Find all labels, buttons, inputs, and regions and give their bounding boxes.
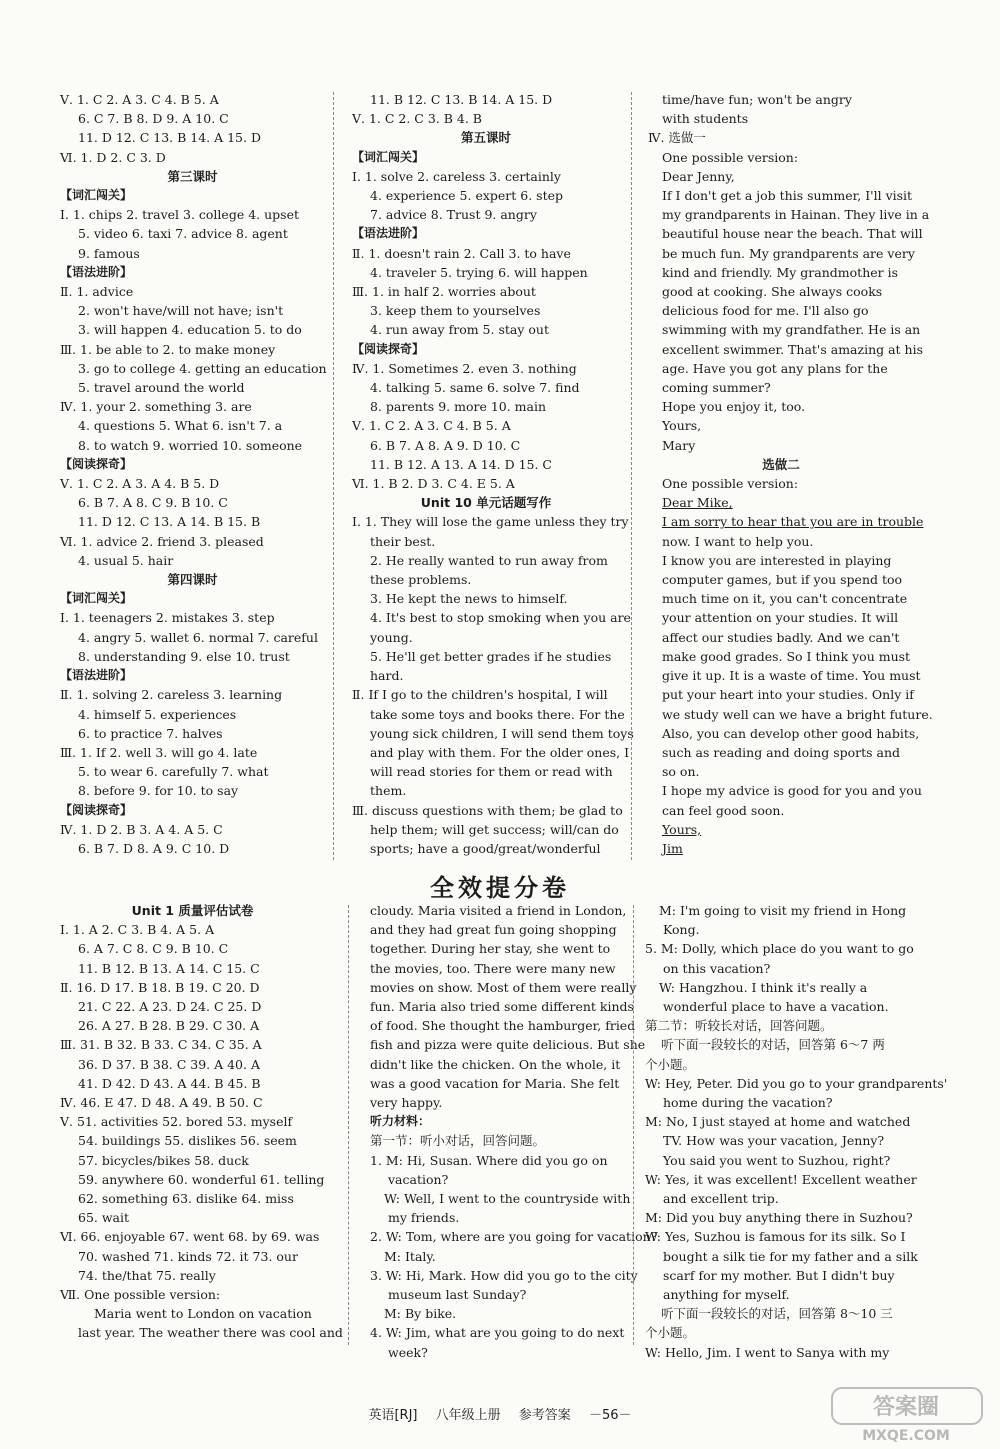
column-3	[648, 90, 933, 858]
text-line: young.	[370, 629, 413, 645]
text-line: 59. anywhere 60. wonderful 61. telling	[78, 1171, 325, 1187]
column-6	[645, 901, 948, 1362]
section-label: 【语法进阶】	[60, 264, 133, 279]
text-line: Ⅴ. 1. C 2. C 3. B 4. B	[352, 111, 482, 127]
text-line: Also, you can develop other good habits,	[662, 725, 920, 741]
text-line: 4. usual 5. hair	[78, 552, 174, 568]
text-line: Dear Mike,	[662, 495, 733, 511]
text-line: Ⅳ. 1. your 2. something 3. are	[60, 399, 252, 415]
text-line: Ⅲ. 1. If 2. well 3. will go 4. late	[60, 744, 258, 760]
text-line: their best.	[370, 533, 436, 549]
text-line: 36. D 37. B 38. C 39. A 40. A	[78, 1056, 260, 1072]
text-line: 8. understanding 9. else 10. trust	[78, 648, 290, 664]
section-label: 【语法进阶】	[352, 226, 425, 241]
text-line: 6. B 7. A 8. C 9. B 10. C	[78, 495, 228, 511]
text-line: home during the vacation?	[663, 1095, 833, 1111]
text-line: fun. Maria also tried some different kinds	[370, 999, 634, 1015]
text-line: 11. D 12. C 13. B 14. A 15. D	[78, 130, 261, 146]
text-line: was a good vacation for Maria. She felt	[370, 1075, 620, 1091]
text-line: 11. B 12. B 13. A 14. C 15. C	[78, 960, 260, 976]
text-line: so on.	[662, 764, 700, 780]
text-line: 3. He kept the news to himself.	[370, 591, 568, 607]
column-divider	[333, 92, 334, 860]
text-line: 4. W: Jim, what are you going to do next	[370, 1325, 625, 1341]
text-line: 听下面一段较长的对话，回答第 6～7 两	[661, 1037, 885, 1053]
text-line: Ⅴ. 1. C 2. A 3. A 4. B 5. D	[60, 476, 220, 492]
text-line: 5. travel around the world	[78, 380, 245, 396]
text-line: 4. experience 5. expert 6. step	[370, 188, 563, 204]
column-divider	[633, 905, 634, 1345]
text-line: 1. M: Hi, Susan. Where did you go on	[370, 1152, 608, 1168]
text-line: Ⅳ. 1. D 2. B 3. A 4. A 5. C	[60, 821, 223, 837]
text-line: didn't like the chicken. On the whole, it	[370, 1056, 621, 1072]
text-line: M: I'm going to visit my friend in Hong	[659, 903, 907, 918]
text-line: Ⅵ. 1. advice 2. friend 3. pleased	[60, 533, 264, 549]
text-line: 第二节：听较长对话，回答问题。	[645, 1018, 833, 1034]
column-1	[60, 90, 325, 858]
text-line: I know you are interested in playing	[662, 552, 892, 568]
text-line: Yours,	[662, 821, 702, 837]
text-line: 2. won't have/will not have; isn't	[78, 303, 284, 319]
text-line: last year. The weather there was cool and	[78, 1325, 343, 1341]
section-label: 【阅读探奇】	[60, 802, 133, 817]
text-line: 8. before 9. for 10. to say	[78, 783, 239, 799]
section-heading: 选做二	[762, 456, 800, 472]
text-line: 62. something 63. dislike 64. miss	[78, 1191, 294, 1207]
text-line: time/have fun; won't be angry	[662, 92, 852, 107]
text-line: I hope my advice is good for you and you	[662, 783, 922, 799]
text-line: 65. wait	[78, 1210, 130, 1226]
text-line: Ⅶ. One possible version:	[60, 1287, 221, 1303]
text-line: vacation?	[388, 1171, 449, 1187]
text-line: 4. talking 5. same 6. solve 7. find	[370, 380, 580, 396]
text-line: the movies, too. There were many new	[370, 960, 616, 976]
text-line: 3. will happen 4. education 5. to do	[78, 322, 302, 338]
text-line: hard.	[370, 668, 404, 684]
text-line: we study well can we have a bright future.	[662, 706, 933, 722]
text-line: 2. He really wanted to run away from	[370, 552, 608, 568]
text-line: 3. W: Hi, Mark. How did you go to the city	[370, 1267, 638, 1283]
text-line: Ⅱ. 16. D 17. B 18. B 19. C 20. D	[60, 979, 260, 995]
text-line: 个小题。	[645, 1056, 696, 1072]
text-line: Ⅲ. discuss questions with them; be glad to	[352, 802, 623, 818]
text-line: with students	[662, 111, 749, 127]
text-line: M: By bike.	[384, 1306, 457, 1322]
text-line: 54. buildings 55. dislikes 56. seem	[78, 1133, 297, 1149]
text-line: anything for myself.	[663, 1287, 790, 1303]
text-line: museum last Sunday?	[388, 1287, 527, 1303]
column-divider	[348, 905, 349, 1345]
text-line: 4. It's best to stop smoking when you are	[370, 610, 631, 626]
text-line: delicious food for me. I'll also go	[662, 303, 869, 319]
section-label: 【词汇闯关】	[352, 149, 425, 164]
footer-label: 参考答案	[518, 1408, 571, 1423]
text-line: M: Did you buy anything there in Suzhou?	[645, 1210, 913, 1226]
text-line: will read stories for them or read with	[370, 764, 613, 780]
text-line: Ⅳ. 选做一	[648, 130, 706, 146]
text-line: your attention on your studies. It will	[662, 610, 899, 626]
text-line: week?	[388, 1344, 428, 1360]
text-line: 8. to watch 9. worried 10. someone	[78, 437, 303, 453]
text-line: Mary	[662, 437, 696, 453]
footer-subject: 英语[RJ]	[368, 1408, 418, 1423]
text-line: 6. B 7. A 8. A 9. D 10. C	[370, 437, 521, 453]
text-line: Ⅱ. 1. doesn't rain 2. Call 3. to have	[352, 245, 571, 261]
text-line: make good grades. So I think you must	[662, 648, 911, 664]
text-line: give it up. It is a waste of time. You must	[662, 668, 921, 684]
text-line: affect our studies badly. And we can't	[662, 629, 900, 645]
text-line: bought a silk tie for my father and a silk	[663, 1248, 918, 1264]
text-line: Ⅵ. 66. enjoyable 67. went 68. by 69. was	[60, 1229, 320, 1245]
text-line: 70. washed 71. kinds 72. it 73. our	[78, 1248, 298, 1264]
text-line: sports; have a good/great/wonderful	[370, 840, 601, 856]
text-line: 57. bicycles/bikes 58. duck	[78, 1152, 249, 1168]
text-line: much time on it, you can't concentrate	[662, 591, 908, 607]
text-line: 6. B 7. D 8. A 9. C 10. D	[78, 840, 230, 856]
text-line: W: Hangzhou. I think it's really a	[659, 979, 868, 995]
section-label: 【阅读探奇】	[60, 456, 133, 471]
footer-page-number: －56－	[588, 1408, 632, 1423]
text-line: 4. himself 5. experiences	[78, 706, 237, 722]
text-line: Maria went to London on vacation	[94, 1306, 312, 1322]
text-line: kind and friendly. My grandmother is	[662, 264, 898, 280]
column-5	[370, 901, 658, 1362]
text-line: 4. angry 5. wallet 6. normal 7. careful	[78, 629, 318, 645]
watermark-logo	[830, 1386, 990, 1444]
text-line: You said you went to Suzhou, right?	[663, 1152, 891, 1168]
text-line: take some toys and books there. For the	[370, 706, 625, 722]
text-line: 5. video 6. taxi 7. advice 8. agent	[78, 226, 288, 242]
text-line: good at cooking. She always cooks	[662, 284, 883, 300]
text-line: 4. run away from 5. stay out	[370, 322, 549, 338]
text-line: 6. to practice 7. halves	[78, 725, 223, 741]
text-line: TV. How was your vacation, Jenny?	[663, 1133, 885, 1149]
text-line: 3. keep them to yourselves	[370, 303, 541, 319]
text-line: W: Yes, it was excellent! Excellent weather	[645, 1171, 917, 1187]
text-line: Yours,	[662, 418, 702, 434]
text-line: my friends.	[388, 1210, 460, 1226]
section-heading: 第四课时	[167, 572, 218, 588]
watermark-logo-text: 答案圈	[872, 1395, 940, 1420]
text-line: I am sorry to hear that you are in trouble	[662, 514, 924, 530]
text-line: Kong.	[663, 922, 700, 938]
text-line: wonderful place to have a vacation.	[663, 999, 889, 1015]
text-line: W: Hello, Jim. I went to Sanya with my	[645, 1344, 890, 1360]
text-line: 第一节：听小对话，回答问题。	[370, 1133, 546, 1149]
text-line: coming summer?	[662, 380, 771, 396]
text-line: 5. He'll get better grades if he studies	[370, 648, 612, 664]
text-line: cloudy. Maria visited a friend in London,	[370, 903, 627, 918]
text-line: Ⅱ. If I go to the children's hospital, I will	[352, 687, 608, 703]
text-line: Ⅱ. 1. advice	[60, 284, 134, 300]
text-line: 6. C 7. B 8. D 9. A 10. C	[78, 111, 229, 127]
text-line: W: Hey, Peter. Did you go to your grandparents'	[645, 1075, 948, 1091]
text-line: 41. D 42. D 43. A 44. B 45. B	[78, 1075, 261, 1091]
text-line: very happy.	[370, 1095, 443, 1111]
text-line: W: Well, I went to the countryside with	[384, 1191, 631, 1207]
column-divider	[631, 92, 632, 860]
text-line: 7. advice 8. Trust 9. angry	[370, 207, 537, 223]
text-line: movies on show. Most of them were really	[370, 979, 637, 995]
text-line: Jim	[662, 840, 683, 856]
section-label: 【词汇闯关】	[60, 188, 133, 203]
text-line: M: Italy.	[384, 1248, 436, 1264]
section-label: 【词汇闯关】	[60, 591, 133, 606]
text-line: Ⅲ. 1. in half 2. worries about	[352, 284, 536, 300]
text-line: Ⅰ. 1. A 2. C 3. B 4. A 5. A	[60, 922, 215, 938]
text-line: Ⅱ. 1. solving 2. careless 3. learning	[60, 687, 283, 703]
text-line: One possible version:	[662, 476, 799, 492]
text-line: fish and pizza were quite delicious. But she	[370, 1037, 646, 1053]
text-line: be much fun. My grandparents are very	[662, 245, 915, 261]
text-line: Ⅰ. 1. teenagers 2. mistakes 3. step	[60, 610, 275, 626]
text-line: and play with them. For the older ones, I	[370, 744, 630, 760]
section-label: 听力材料：	[370, 1114, 431, 1129]
text-line: M: No, I just stayed at home and watched	[645, 1114, 911, 1130]
text-line: 2. W: Tom, where are you going for vacation?	[370, 1229, 658, 1245]
text-line: beautiful house near the beach. That will	[662, 226, 923, 242]
text-line: Ⅳ. 46. E 47. D 48. A 49. B 50. C	[60, 1095, 263, 1111]
text-line: computer games, but if you spend too	[662, 572, 903, 588]
section-label: 【阅读探奇】	[352, 341, 425, 356]
text-line: 11. D 12. C 13. A 14. B 15. B	[78, 514, 261, 530]
text-line: Ⅳ. 1. Sometimes 2. even 3. nothing	[352, 360, 577, 376]
text-line: One possible version:	[662, 149, 799, 165]
text-line: put your heart into your studies. Only if	[662, 687, 914, 703]
section-heading: 第三课时	[167, 168, 218, 184]
text-line: these problems.	[370, 572, 472, 588]
text-line: Ⅰ. 1. They will lose the game unless they try	[352, 514, 629, 530]
section-label: 【语法进阶】	[60, 668, 133, 683]
text-line: Ⅴ. 1. C 2. A 3. C 4. B 5. A	[60, 92, 219, 107]
text-line: 3. go to college 4. getting an education	[78, 360, 327, 376]
text-line: excellent swimmer. That's amazing at his	[662, 341, 924, 357]
text-line: W: Yes, Suzhou is famous for its silk. So I	[645, 1229, 906, 1245]
text-line: age. Have you got any plans for the	[662, 360, 888, 376]
text-line: Ⅲ. 1. be able to 2. to make money	[60, 341, 276, 357]
footer-grade: 八年级上册	[435, 1408, 501, 1423]
text-line: Hope you enjoy it, too.	[662, 399, 806, 415]
text-line: If I don't get a job this summer, I'll visit	[662, 188, 913, 204]
text-line: 11. B 12. A 13. A 14. D 15. C	[370, 456, 552, 472]
text-line: Ⅰ. 1. solve 2. careless 3. certainly	[352, 168, 561, 184]
text-line: 8. parents 9. more 10. main	[370, 399, 547, 415]
text-line: 6. A 7. C 8. C 9. B 10. C	[78, 941, 229, 957]
text-line: Ⅵ. 1. B 2. D 3. C 4. E 5. A	[352, 476, 515, 492]
text-line: 个小题。	[645, 1325, 696, 1341]
text-line: swimming with my grandfather. He is an	[662, 322, 921, 338]
text-line: 74. the/that 75. really	[78, 1267, 216, 1283]
text-line: Ⅵ. 1. D 2. C 3. D	[60, 149, 166, 165]
text-line: Dear Jenny,	[662, 168, 735, 184]
text-line: and they had great fun going shopping	[370, 922, 617, 938]
section-banner: 全效提分卷	[430, 874, 570, 902]
text-line: on this vacation?	[663, 960, 771, 976]
text-line: 5. M: Dolly, which place do you want to go	[645, 941, 914, 957]
text-line: 4. questions 5. What 6. isn't 7. a	[78, 418, 283, 434]
text-line: 9. famous	[78, 245, 140, 261]
watermark-url: MXQE.COM	[862, 1428, 950, 1444]
text-line: 5. to wear 6. carefully 7. what	[78, 764, 269, 780]
text-line: 21. C 22. A 23. D 24. C 25. D	[78, 999, 262, 1015]
section-heading: Unit 10 单元话题写作	[420, 495, 552, 511]
section-heading: 第五课时	[460, 130, 511, 146]
section-heading: Unit 1 质量评估试卷	[131, 903, 254, 918]
text-line: now. I want to help you.	[662, 533, 814, 549]
text-line: them.	[370, 783, 407, 799]
text-line: scarf for my mother. But I didn't buy	[663, 1267, 895, 1283]
text-line: Ⅴ. 1. C 2. A 3. C 4. B 5. A	[352, 418, 511, 434]
text-line: 4. traveler 5. trying 6. will happen	[370, 264, 588, 280]
text-line: together. During her stay, she went to	[370, 941, 611, 957]
text-line: young sick children, I will send them toys	[370, 725, 634, 741]
column-2	[352, 90, 634, 858]
text-line: and excellent trip.	[663, 1191, 779, 1207]
text-line: 26. A 27. B 28. B 29. C 30. A	[78, 1018, 260, 1034]
text-line: help them; will get success; will/can do	[370, 821, 619, 837]
text-line: 11. B 12. C 13. B 14. A 15. D	[370, 92, 553, 107]
text-line: Ⅴ. 51. activities 52. bored 53. myself	[60, 1114, 293, 1130]
text-line: my grandparents in Hainan. They live in a	[662, 207, 930, 223]
text-line: can feel good soon.	[662, 802, 785, 818]
column-4	[60, 901, 343, 1343]
text-line: 听下面一段较长的对话，回答第 8～10 三	[661, 1306, 893, 1322]
text-line: Ⅲ. 31. B 32. B 33. C 34. C 35. A	[60, 1037, 262, 1053]
text-line: Ⅰ. 1. chips 2. travel 3. college 4. upset	[60, 207, 299, 223]
text-line: such as reading and doing sports and	[662, 744, 901, 760]
text-line: of food. She thought the hamburger, fried	[370, 1018, 636, 1034]
